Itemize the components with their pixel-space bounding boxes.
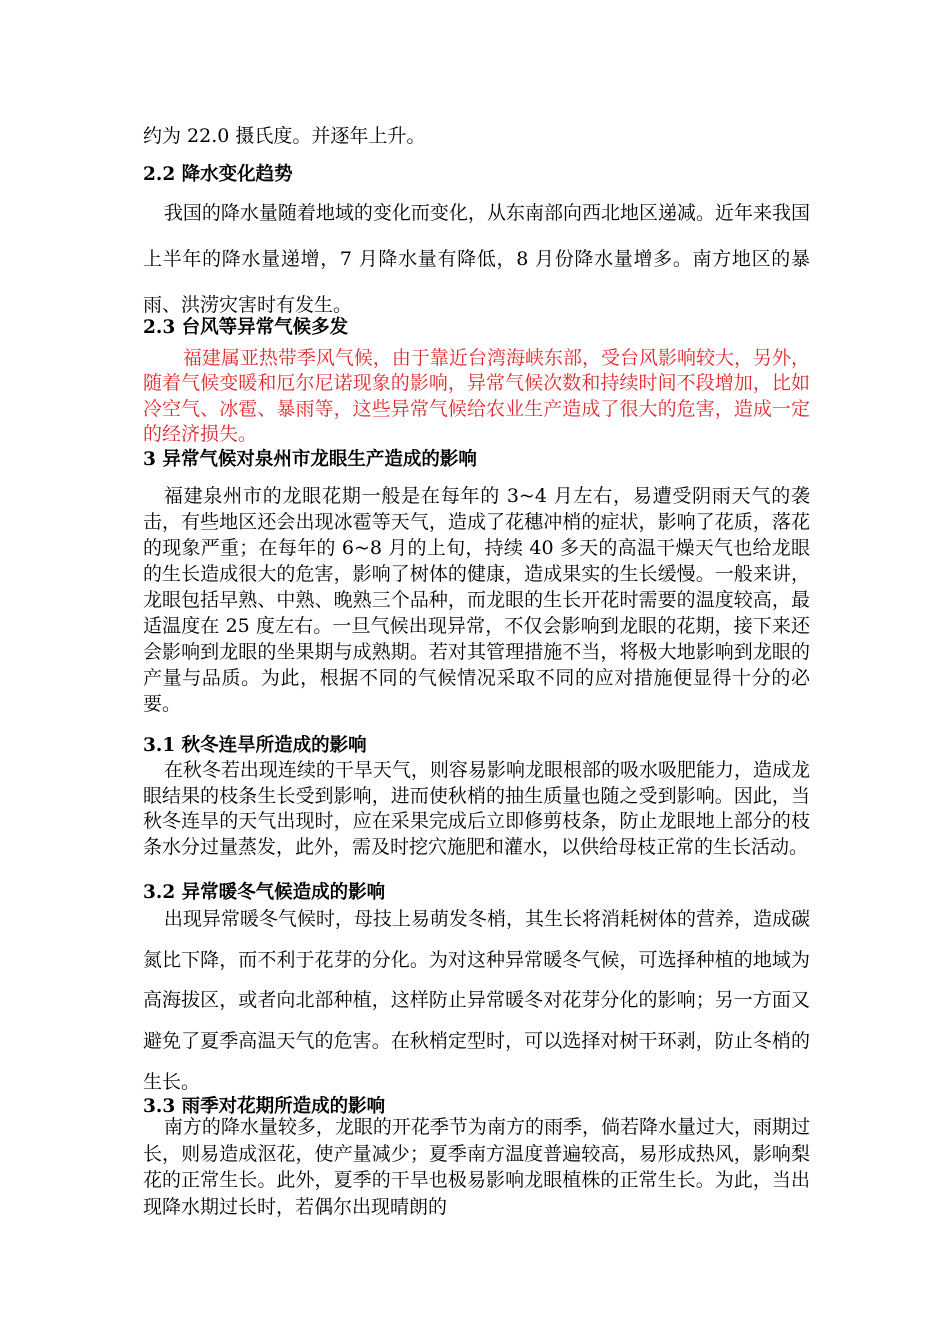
heading-3-2: 3.2 异常暖冬气候造成的影响 — [143, 882, 386, 903]
paragraph-3-3: 南方的降水量较多，龙眼的开花季节为南方的雨季，倘若降水量过大，雨期过长，则易造成沤花，使产量减少；夏季南方温度普遍较高，易形成热风，影响梨花的正常生长。此外，夏季的干旱也极易影响龙眼植株的正常生长。为此，当出现降水期过长时，若偶尔出现晴朗的 — [143, 1116, 810, 1218]
intro-paragraph: 约为 22.0 摄氏度。并逐年上升。 — [143, 125, 426, 147]
paragraph-2-3-highlighted: 福建属亚热带季风气候，由于靠近台湾海峡东部，受台风影响较大，另外，随着气候变暖和厄尔尼诺现象的影响，异常气候次数和持续时间不段增加，比如冷空气、冰雹、暴雨等，这些异常气候给农业生产造成了很大的危害，造成一定的经济损失。 — [143, 347, 810, 445]
heading-3-1: 3.1 秋冬连旱所造成的影响 — [143, 735, 367, 756]
paragraph-3-2: 出现异常暖冬气候时，母技上易萌发冬梢，其生长将消耗树体的营养，造成碳氮比下降，而不利于花芽的分化。为对这种异常暖冬气候，可选择种植的地域为高海拔区，或者向北部种植，这样防止异常暖冬对花芽分化的影响；另一方面又避免了夏季高温天气的危害。在秋梢定型时，可以选择对树干环剥，防止冬梢的生长。 — [143, 908, 810, 1093]
paragraph-3-1: 在秋冬若出现连续的干旱天气，则容易影响龙眼根部的吸水吸肥能力，造成龙眼结果的枝条生长受到影响，进而使秋梢的抽生质量也随之受到影响。因此，当秋冬连旱的天气出现时，应在采果完成后立即修剪枝条，防止龙眼地上部分的枝条水分过量蒸发，此外，需及时挖穴施肥和灌水，以供给母枝正常的生长活动。 — [143, 759, 810, 858]
heading-2-2: 2.2 降水变化趋势 — [143, 164, 293, 185]
heading-3: 3 异常气候对泉州市龙眼生产造成的影响 — [143, 449, 477, 470]
paragraph-2-2: 我国的降水量随着地域的变化而变化，从东南部向西北地区递减。近年来我国上半年的降水量递增，7 月降水量有降低，8 月份降水量增多。南方地区的暴雨、洪涝灾害时有发生。 — [143, 202, 810, 316]
paragraph-3: 福建泉州市的龙眼花期一般是在每年的 3~4 月左右，易遭受阴雨天气的袭击，有些地区还会出现冰雹等天气，造成了花穗冲梢的症状，影响了花质，落花的现象严重；在每年的 6~8 月的上旬，持续 40 多天的高温干燥天气也给龙眼的生长造成很大的危害，影响了树体的健康，造成果实的生长缓慢。一般来讲，龙眼包括早熟、中熟、晚熟三个品种，而龙眼的生长开花时需要的温度较高，最适温度在 25 度左右。一旦气候出现异常，不仅会影响到龙眼的花期，接下来还会影响到龙眼的坐果期与成熟期。若对其管理措施不当，将极大地影响到龙眼的产量与品质。为此，根据不同的气候情况采取不同的应对措施便显得十分的必要。 — [143, 485, 810, 715]
heading-2-3: 2.3 台风等异常气候多发 — [143, 317, 349, 338]
heading-3-3: 3.3 雨季对花期所造成的影响 — [143, 1096, 386, 1117]
